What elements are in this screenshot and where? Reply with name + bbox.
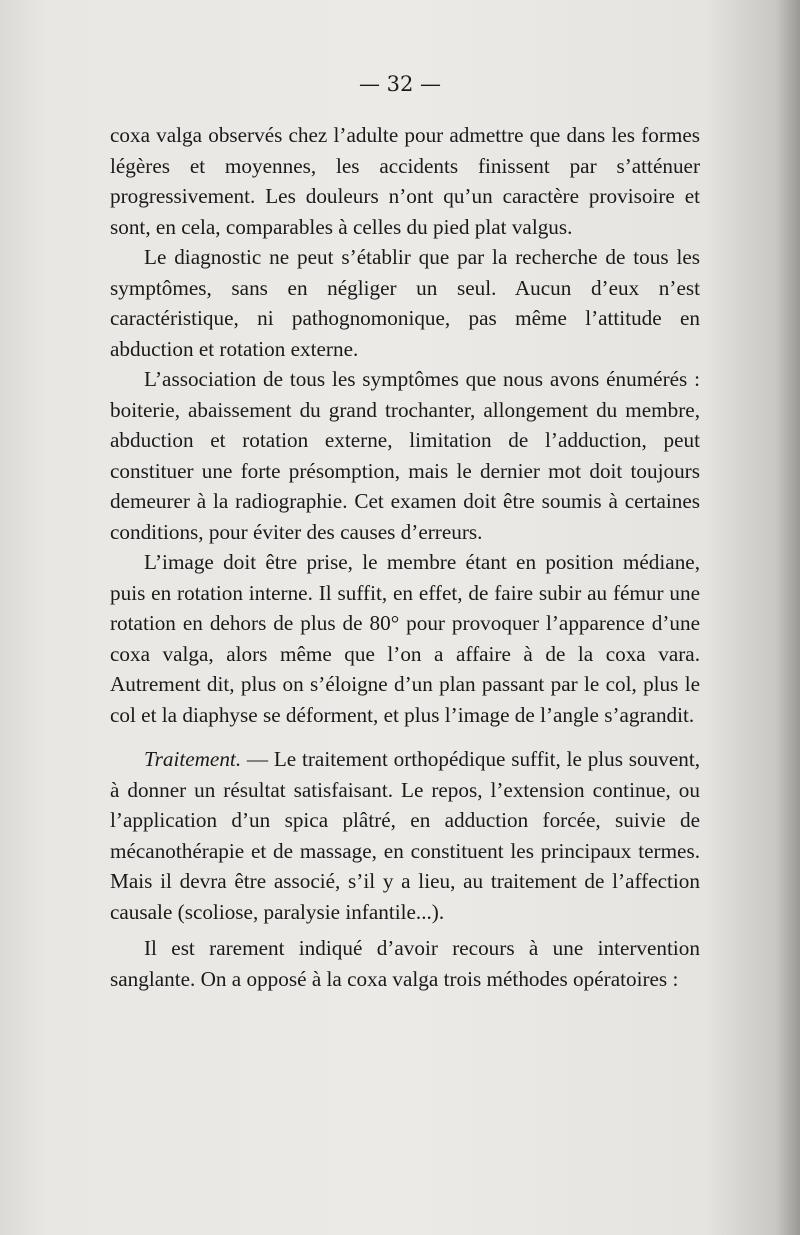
paragraph-treatment: [110, 744, 700, 927]
paragraph-continuation: coxa valga observés chez l’adulte pour admettre que dans les formes légères et moyennes, les accidents finissent par s’atténuer progressivement. Les douleurs n’ont qu’un caractère provisoire et sont, en cela, comparables à celles du pied plat valgus.: [110, 123, 700, 239]
paragraph-diagnosis: Le diagnostic ne peut s’établir que par la recherche de tous les symptômes, sans en négliger un seul. Aucun d’eux n’est caractéristique, ni pathognomonique, pas même l’attitude en abduction et rotation externe.: [110, 245, 700, 361]
section-heading-treatment: Traitement.: [144, 747, 242, 771]
page-number: — 32 —: [358, 72, 442, 96]
treatment-text: — Le traitement orthopédique suffit, le plus souvent, à donner un résultat satisfaisant. Le repos, l’extension continue, ou l’application d’un spica plâtré, en adduction forcée, suivie de mécanothérapie et de massage, en constituent les principaux termes. Mais il devra être associé, s’il y a lieu, au traitement de l’affection causale (scoliose, paralysie infantile...).: [110, 747, 700, 924]
paragraph-intervention: Il est rarement indiqué d’avoir recours à une intervention sanglante. On a opposé à la coxa valga trois méthodes opératoires :: [110, 936, 700, 991]
paragraph-imaging: L’image doit être prise, le membre étant en position médiane, puis en rotation interne. Il suffit, en effet, de faire subir au fémur une rotation en dehors de plus de 80° pour provoquer l’apparence d’une coxa valga, alors même que l’on a affaire à de la coxa vara. Autrement dit, plus on s’éloigne d’un plan passant par le col, plus le col et la diaphyse se déforment, et plus l’image de l’angle s’agrandit.: [110, 550, 700, 727]
paragraph-symptoms: L’association de tous les symptômes que nous avons énumérés : boiterie, abaissement du grand trochanter, allongement du membre, abduction et rotation externe, limitation de l’adduction, peut constituer une forte présomption, mais le dernier mot doit toujours demeurer à la radiographie. Cet examen doit être soumis à certaines conditions, pour éviter des causes d’erreurs.: [110, 367, 700, 544]
body-text: [110, 120, 700, 994]
